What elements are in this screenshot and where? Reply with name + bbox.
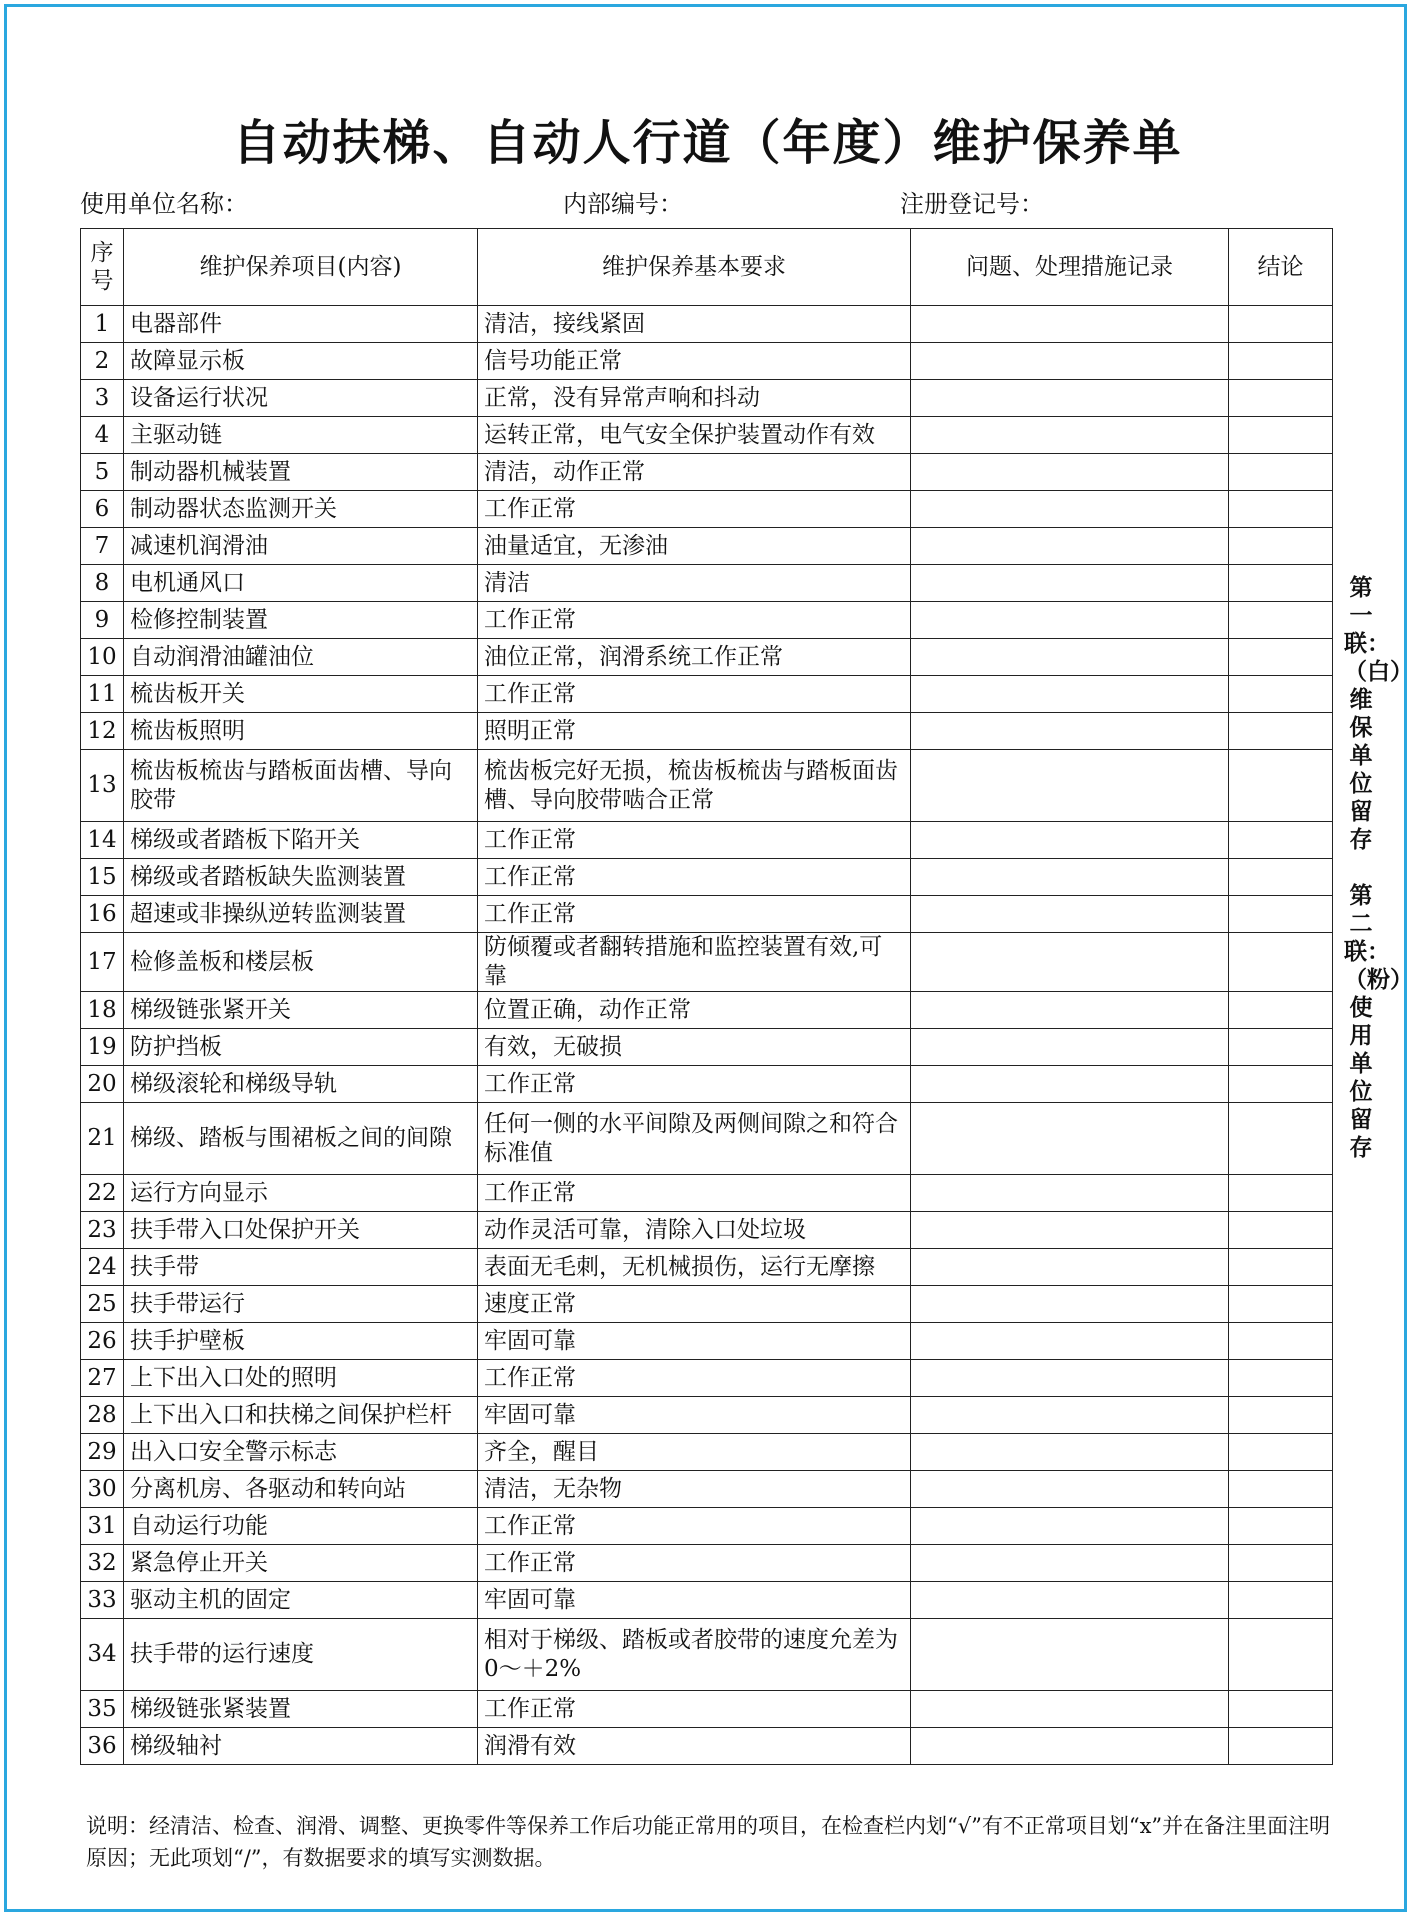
row-conclusion-cell[interactable] (1229, 859, 1333, 896)
row-number: 35 (81, 1691, 124, 1728)
row-record-cell[interactable] (911, 1323, 1229, 1360)
row-record-cell[interactable] (911, 639, 1229, 676)
row-number: 5 (81, 454, 124, 491)
row-conclusion-cell[interactable] (1229, 565, 1333, 602)
row-requirement: 牢固可靠 (478, 1397, 911, 1434)
row-number: 31 (81, 1508, 124, 1545)
table-row (81, 676, 1333, 713)
row-conclusion-cell[interactable] (1229, 1397, 1333, 1434)
row-item: 上下出入口处的照明 (124, 1360, 478, 1397)
row-item: 扶手带运行 (124, 1286, 478, 1323)
row-conclusion-cell[interactable] (1229, 306, 1333, 343)
row-record-cell[interactable] (911, 1471, 1229, 1508)
row-record-cell[interactable] (911, 1029, 1229, 1066)
row-conclusion-cell[interactable] (1229, 1508, 1333, 1545)
row-record-cell[interactable] (911, 380, 1229, 417)
row-number: 33 (81, 1582, 124, 1619)
row-number: 11 (81, 676, 124, 713)
table-row (81, 1249, 1333, 1286)
row-number: 18 (81, 992, 124, 1029)
table-row (81, 1286, 1333, 1323)
row-record-cell[interactable] (911, 1175, 1229, 1212)
table-row (81, 1582, 1333, 1619)
row-record-cell[interactable] (911, 1397, 1229, 1434)
table-row (81, 380, 1333, 417)
row-number: 7 (81, 528, 124, 565)
row-record-cell[interactable] (911, 417, 1229, 454)
row-item: 梯级链张紧装置 (124, 1691, 478, 1728)
table-row (81, 822, 1333, 859)
row-item: 扶手护壁板 (124, 1323, 478, 1360)
row-requirement: 清洁，接线紧固 (478, 306, 911, 343)
row-item: 运行方向显示 (124, 1175, 478, 1212)
header-seq: 序号 (81, 229, 124, 306)
row-item: 梯级或者踏板缺失监测装置 (124, 859, 478, 896)
row-conclusion-cell[interactable] (1229, 1212, 1333, 1249)
table-row (81, 1619, 1333, 1691)
row-record-cell[interactable] (911, 1728, 1229, 1765)
row-item: 自动润滑油罐油位 (124, 639, 478, 676)
table-row (81, 639, 1333, 676)
row-item: 上下出入口和扶梯之间保护栏杆 (124, 1397, 478, 1434)
row-item: 梯级滚轮和梯级导轨 (124, 1066, 478, 1103)
row-conclusion-cell[interactable] (1229, 1249, 1333, 1286)
row-conclusion-cell[interactable] (1229, 380, 1333, 417)
row-conclusion-cell[interactable] (1229, 1471, 1333, 1508)
row-record-cell[interactable] (911, 1619, 1229, 1691)
table-row (81, 1508, 1333, 1545)
row-record-cell[interactable] (911, 565, 1229, 602)
row-item: 扶手带入口处保护开关 (124, 1212, 478, 1249)
table-row (81, 1103, 1333, 1175)
row-item: 防护挡板 (124, 1029, 478, 1066)
table-row (81, 417, 1333, 454)
row-record-cell[interactable] (911, 528, 1229, 565)
footnote: 说明：经清洁、检查、润滑、调整、更换零件等保养工作后功能正常用的项目，在检查栏内划“√”有不正常项目划“x”并在备注里面注明原因；无此项划“/”，有数据要求的填写实测数据。 (86, 1814, 1331, 1870)
row-number: 32 (81, 1545, 124, 1582)
row-record-cell[interactable] (911, 1434, 1229, 1471)
row-requirement: 动作灵活可靠，清除入口处垃圾 (478, 1212, 911, 1249)
row-conclusion-cell[interactable] (1229, 602, 1333, 639)
row-number: 25 (81, 1286, 124, 1323)
table-row (81, 1471, 1333, 1508)
row-item: 梯级、踏板与围裙板之间的间隙 (124, 1103, 478, 1175)
row-number: 29 (81, 1434, 124, 1471)
table-row (81, 602, 1333, 639)
row-requirement: 工作正常 (478, 1508, 911, 1545)
row-number: 22 (81, 1175, 124, 1212)
table-row (81, 1434, 1333, 1471)
table-row (81, 1212, 1333, 1249)
row-item: 出入口安全警示标志 (124, 1434, 478, 1471)
row-requirement: 齐全，醒目 (478, 1434, 911, 1471)
row-conclusion-cell[interactable] (1229, 1545, 1333, 1582)
row-item: 主驱动链 (124, 417, 478, 454)
row-number: 4 (81, 417, 124, 454)
row-conclusion-cell[interactable] (1229, 750, 1333, 822)
table-row (81, 565, 1333, 602)
maintenance-table (80, 228, 1333, 1765)
table-row (81, 343, 1333, 380)
row-conclusion-cell[interactable] (1229, 896, 1333, 933)
table-row (81, 1545, 1333, 1582)
table-row (81, 1066, 1333, 1103)
row-number: 24 (81, 1249, 124, 1286)
row-requirement: 牢固可靠 (478, 1582, 911, 1619)
row-conclusion-cell[interactable] (1229, 639, 1333, 676)
row-requirement: 工作正常 (478, 896, 911, 933)
side-note-gap (1344, 854, 1378, 882)
row-number: 10 (81, 639, 124, 676)
unit-name-label: 使用单位名称： (80, 190, 248, 218)
row-item: 分离机房、各驱动和转向站 (124, 1471, 478, 1508)
first-copy-note: 第一联：（白）维保单位留存 (1344, 575, 1413, 853)
table-row (81, 1360, 1333, 1397)
copy-distribution-note (1344, 574, 1413, 1162)
row-item: 梯级链张紧开关 (124, 992, 478, 1029)
row-requirement: 工作正常 (478, 491, 911, 528)
row-item: 扶手带 (124, 1249, 478, 1286)
second-copy-note: 第二联：（粉）使用单位留存 (1344, 883, 1413, 1161)
row-requirement: 工作正常 (478, 1175, 911, 1212)
row-conclusion-cell[interactable] (1229, 992, 1333, 1029)
row-conclusion-cell[interactable] (1229, 1619, 1333, 1691)
row-requirement: 信号功能正常 (478, 343, 911, 380)
table-row (81, 306, 1333, 343)
row-requirement: 有效，无破损 (478, 1029, 911, 1066)
row-item: 梳齿板照明 (124, 713, 478, 750)
row-requirement: 工作正常 (478, 822, 911, 859)
document-title: 自动扶梯、自动人行道（年度）维护保养单 (232, 115, 1183, 171)
row-requirement: 位置正确，动作正常 (478, 992, 911, 1029)
row-number: 30 (81, 1471, 124, 1508)
row-item: 电机通风口 (124, 565, 478, 602)
table-row (81, 992, 1333, 1029)
row-conclusion-cell[interactable] (1229, 1434, 1333, 1471)
row-record-cell[interactable] (911, 491, 1229, 528)
row-number: 20 (81, 1066, 124, 1103)
row-conclusion-cell[interactable] (1229, 1029, 1333, 1066)
row-item: 梳齿板开关 (124, 676, 478, 713)
row-number: 26 (81, 1323, 124, 1360)
row-record-cell[interactable] (911, 1545, 1229, 1582)
row-conclusion-cell[interactable] (1229, 1066, 1333, 1103)
row-item: 驱动主机的固定 (124, 1582, 478, 1619)
table-row (81, 1397, 1333, 1434)
row-number: 13 (81, 750, 124, 822)
row-conclusion-cell[interactable] (1229, 1103, 1333, 1175)
row-record-cell[interactable] (911, 713, 1229, 750)
row-record-cell[interactable] (911, 602, 1229, 639)
row-conclusion-cell[interactable] (1229, 1323, 1333, 1360)
row-record-cell[interactable] (911, 1212, 1229, 1249)
row-conclusion-cell[interactable] (1229, 1728, 1333, 1765)
row-item: 设备运行状况 (124, 380, 478, 417)
row-record-cell[interactable] (911, 1508, 1229, 1545)
table-row (81, 859, 1333, 896)
row-requirement: 速度正常 (478, 1286, 911, 1323)
row-requirement: 照明正常 (478, 713, 911, 750)
row-conclusion-cell[interactable] (1229, 1360, 1333, 1397)
table-row (81, 1728, 1333, 1765)
row-requirement: 工作正常 (478, 1360, 911, 1397)
row-number: 16 (81, 896, 124, 933)
row-requirement: 表面无毛刺，无机械损伤，运行无摩擦 (478, 1249, 911, 1286)
row-number: 2 (81, 343, 124, 380)
row-requirement: 梳齿板完好无损，梳齿板梳齿与踏板面齿槽、导向胶带啮合正常 (478, 750, 911, 822)
header-record: 问题、处理措施记录 (911, 229, 1229, 306)
register-no-label: 注册登记号： (900, 190, 1044, 218)
row-number: 14 (81, 822, 124, 859)
row-requirement: 油位正常，润滑系统工作正常 (478, 639, 911, 676)
row-record-cell[interactable] (911, 676, 1229, 713)
row-number: 34 (81, 1619, 124, 1691)
row-requirement: 清洁 (478, 565, 911, 602)
table-row (81, 750, 1333, 822)
header-item: 维护保养项目(内容) (124, 229, 478, 306)
row-conclusion-cell[interactable] (1229, 1582, 1333, 1619)
table-row (81, 491, 1333, 528)
row-item: 紧急停止开关 (124, 1545, 478, 1582)
table-row (81, 454, 1333, 491)
row-item: 扶手带的运行速度 (124, 1619, 478, 1691)
row-item: 制动器状态监测开关 (124, 491, 478, 528)
table-row (81, 1175, 1333, 1212)
row-item: 减速机润滑油 (124, 528, 478, 565)
row-conclusion-cell[interactable] (1229, 1286, 1333, 1323)
row-requirement: 润滑有效 (478, 1728, 911, 1765)
row-conclusion-cell[interactable] (1229, 822, 1333, 859)
row-item: 梯级或者踏板下陷开关 (124, 822, 478, 859)
row-conclusion-cell[interactable] (1229, 1691, 1333, 1728)
row-requirement: 工作正常 (478, 676, 911, 713)
row-record-cell[interactable] (911, 896, 1229, 933)
row-record-cell[interactable] (911, 1249, 1229, 1286)
row-number: 9 (81, 602, 124, 639)
row-requirement: 运转正常，电气安全保护装置动作有效 (478, 417, 911, 454)
row-requirement: 正常，没有异常声响和抖动 (478, 380, 911, 417)
internal-no-label: 内部编号： (563, 190, 683, 218)
row-item: 自动运行功能 (124, 1508, 478, 1545)
row-number: 15 (81, 859, 124, 896)
row-number: 23 (81, 1212, 124, 1249)
row-requirement: 油量适宜，无渗油 (478, 528, 911, 565)
table-row (81, 713, 1333, 750)
row-conclusion-cell[interactable] (1229, 933, 1333, 992)
row-record-cell[interactable] (911, 1360, 1229, 1397)
table-row (81, 933, 1333, 992)
row-conclusion-cell[interactable] (1229, 491, 1333, 528)
row-record-cell[interactable] (911, 306, 1229, 343)
row-conclusion-cell[interactable] (1229, 343, 1333, 380)
row-record-cell[interactable] (911, 992, 1229, 1029)
table-row (81, 1691, 1333, 1728)
row-requirement: 工作正常 (478, 1691, 911, 1728)
row-item: 检修盖板和楼层板 (124, 933, 478, 992)
row-number: 8 (81, 565, 124, 602)
table-header-row (81, 229, 1333, 306)
row-record-cell[interactable] (911, 859, 1229, 896)
row-requirement: 清洁，动作正常 (478, 454, 911, 491)
table-row (81, 528, 1333, 565)
row-item: 梳齿板梳齿与踏板面齿槽、导向胶带 (124, 750, 478, 822)
row-conclusion-cell[interactable] (1229, 417, 1333, 454)
row-conclusion-cell[interactable] (1229, 713, 1333, 750)
row-requirement: 工作正常 (478, 1545, 911, 1582)
row-conclusion-cell[interactable] (1229, 528, 1333, 565)
row-number: 1 (81, 306, 124, 343)
row-conclusion-cell[interactable] (1229, 454, 1333, 491)
row-record-cell[interactable] (911, 1691, 1229, 1728)
row-item: 超速或非操纵逆转监测装置 (124, 896, 478, 933)
row-requirement: 工作正常 (478, 1066, 911, 1103)
row-requirement: 清洁，无杂物 (478, 1471, 911, 1508)
header-conclusion: 结论 (1229, 229, 1333, 306)
row-requirement: 工作正常 (478, 859, 911, 896)
row-requirement: 防倾覆或者翻转措施和监控装置有效,可靠 (478, 933, 911, 992)
row-number: 17 (81, 933, 124, 992)
row-item: 梯级轴衬 (124, 1728, 478, 1765)
table-row (81, 896, 1333, 933)
row-record-cell[interactable] (911, 933, 1229, 992)
row-item: 制动器机械装置 (124, 454, 478, 491)
row-number: 21 (81, 1103, 124, 1175)
header-requirement: 维护保养基本要求 (478, 229, 911, 306)
row-requirement: 相对于梯级、踏板或者胶带的速度允差为0～＋2% (478, 1619, 911, 1691)
row-number: 12 (81, 713, 124, 750)
row-number: 6 (81, 491, 124, 528)
row-item: 电器部件 (124, 306, 478, 343)
row-record-cell[interactable] (911, 1066, 1229, 1103)
row-record-cell[interactable] (911, 1286, 1229, 1323)
row-record-cell[interactable] (911, 343, 1229, 380)
row-record-cell[interactable] (911, 750, 1229, 822)
row-requirement: 任何一侧的水平间隙及两侧间隙之和符合标准值 (478, 1103, 911, 1175)
row-number: 28 (81, 1397, 124, 1434)
row-item: 检修控制装置 (124, 602, 478, 639)
row-conclusion-cell[interactable] (1229, 1175, 1333, 1212)
row-record-cell[interactable] (911, 1582, 1229, 1619)
row-number: 36 (81, 1728, 124, 1765)
table-row (81, 1323, 1333, 1360)
row-record-cell[interactable] (911, 454, 1229, 491)
table-body (81, 306, 1333, 1765)
row-requirement: 牢固可靠 (478, 1323, 911, 1360)
row-conclusion-cell[interactable] (1229, 676, 1333, 713)
row-requirement: 工作正常 (478, 602, 911, 639)
row-number: 19 (81, 1029, 124, 1066)
row-record-cell[interactable] (911, 822, 1229, 859)
row-item: 故障显示板 (124, 343, 478, 380)
table-row (81, 1029, 1333, 1066)
row-record-cell[interactable] (911, 1103, 1229, 1175)
row-number: 3 (81, 380, 124, 417)
row-number: 27 (81, 1360, 124, 1397)
